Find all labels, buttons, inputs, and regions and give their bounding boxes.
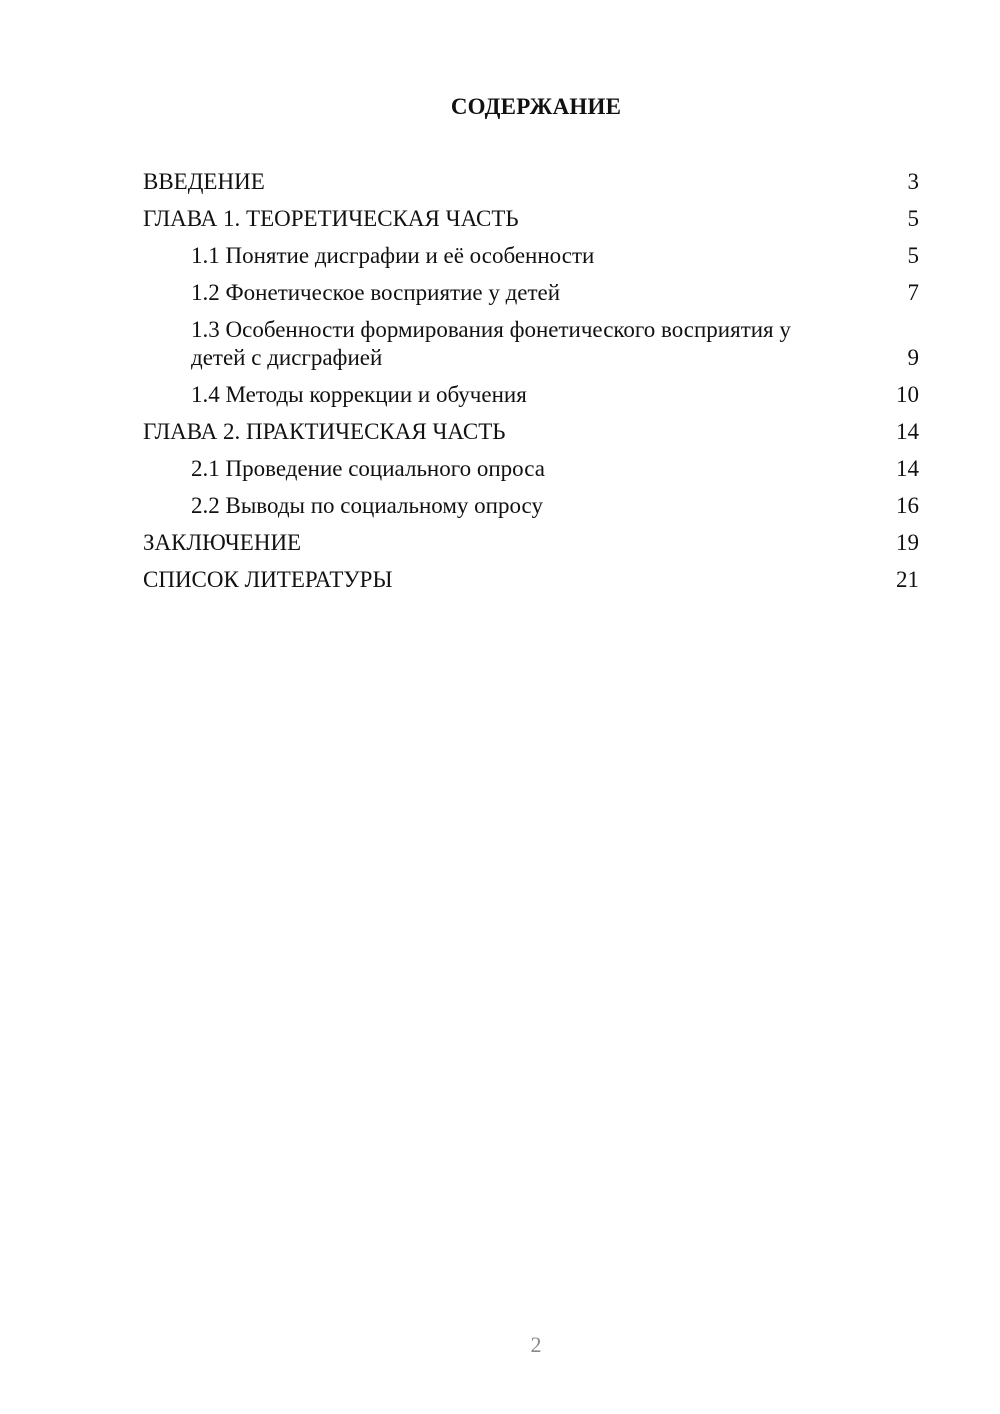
- toc-entry-section-1-3[interactable]: [143, 316, 919, 372]
- toc-entry-page-number: 14: [896, 456, 919, 481]
- toc-entry-page-number: 21: [896, 567, 919, 592]
- page-number: 2: [530, 1332, 542, 1357]
- toc-entry-section-1-1[interactable]: [143, 242, 919, 270]
- toc-entry-label: 1.2 Фонетическое восприятие у детей: [191, 280, 561, 305]
- toc-entry-chapter-1[interactable]: [143, 205, 919, 233]
- toc-entry-label: 1.3 Особенности формирования фонетического восприятия у детей с дисграфией: [191, 317, 791, 370]
- toc-entry-page-number: 9: [907, 345, 919, 370]
- toc-entry-page-number: 14: [896, 419, 919, 444]
- toc-entry-page-number: 10: [896, 382, 919, 407]
- toc-entry-page-number: 19: [896, 530, 919, 555]
- toc-entry-conclusion[interactable]: [143, 529, 919, 557]
- toc-entry-page-number: 3: [907, 169, 919, 194]
- toc-entry-label: 2.2 Выводы по социальному опросу: [191, 493, 543, 518]
- toc-entry-label: ГЛАВА 2. ПРАКТИЧЕСКАЯ ЧАСТЬ: [143, 419, 506, 444]
- toc-entry-introduction[interactable]: [143, 168, 919, 196]
- table-of-contents: [143, 168, 919, 603]
- toc-entry-section-1-2[interactable]: [143, 279, 919, 307]
- page-title: СОДЕРЖАНИЕ: [450, 94, 622, 119]
- toc-entry-references[interactable]: [143, 566, 919, 594]
- toc-entry-page-number: 5: [907, 206, 919, 231]
- toc-entry-label: ГЛАВА 1. ТЕОРЕТИЧЕСКАЯ ЧАСТЬ: [143, 206, 519, 231]
- toc-entry-page-number: 5: [907, 243, 919, 268]
- toc-entry-section-1-4[interactable]: [143, 381, 919, 409]
- toc-entry-section-2-2[interactable]: [143, 492, 919, 520]
- toc-entry-label: 1.4 Методы коррекции и обучения: [191, 382, 527, 407]
- toc-entry-label: ВВЕДЕНИЕ: [143, 169, 265, 194]
- toc-entry-page-number: 7: [907, 280, 919, 305]
- toc-entry-chapter-2[interactable]: [143, 418, 919, 446]
- toc-entry-label: 2.1 Проведение социального опроса: [191, 456, 545, 481]
- toc-entry-label: ЗАКЛЮЧЕНИЕ: [143, 530, 302, 555]
- toc-entry-page-number: 16: [896, 493, 919, 518]
- toc-entry-label: 1.1 Понятие дисграфии и её особенности: [191, 243, 595, 268]
- toc-entry-section-2-1[interactable]: [143, 455, 919, 483]
- toc-entry-label: СПИСОК ЛИТЕРАТУРЫ: [143, 567, 393, 592]
